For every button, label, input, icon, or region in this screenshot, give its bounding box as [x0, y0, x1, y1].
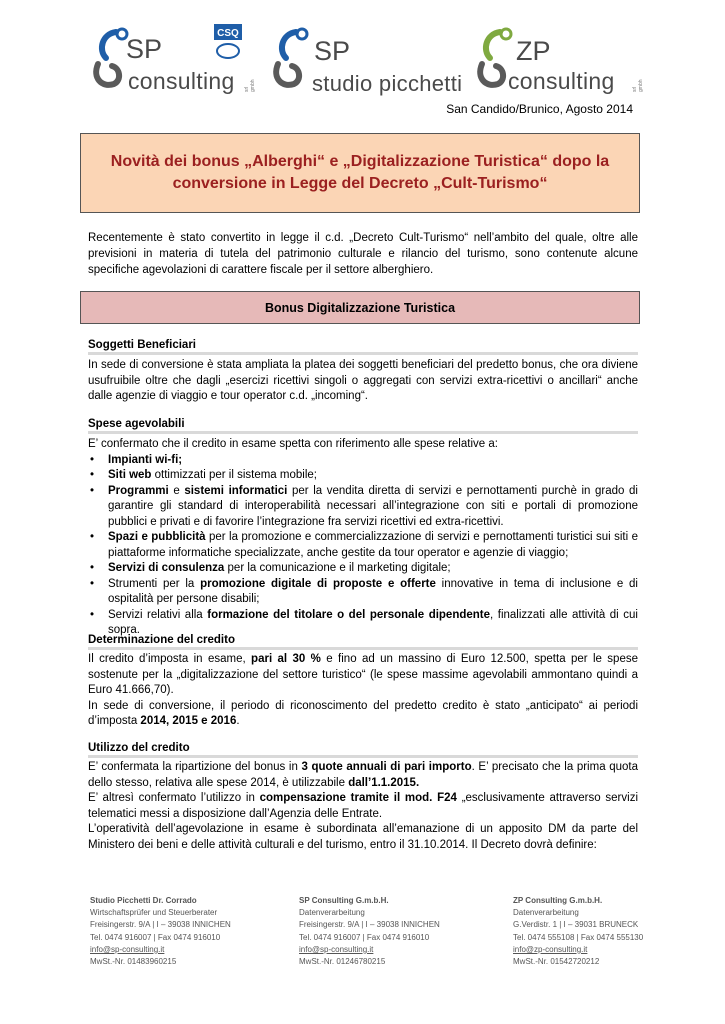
item-bold: Spazi e pubblicità: [108, 531, 206, 543]
footer-email-link[interactable]: info@sp-consulting.it: [299, 944, 374, 954]
item-bold: promozione digitale di proposte e offerte: [200, 577, 436, 590]
list-item: [88, 561, 638, 577]
item-text: e: [168, 484, 185, 497]
footer-email-link[interactable]: info@zp-consulting.it: [513, 944, 588, 954]
item-bold: Servizi di consulenza: [108, 562, 225, 574]
bold-run: compensazione tramite il mod. F24: [259, 792, 457, 804]
list-item: [88, 530, 638, 561]
list-item: [88, 453, 638, 469]
credito-heading: Determinazione del credito: [88, 634, 638, 650]
text-run: .: [236, 715, 240, 727]
credito-paragraph-1: [88, 652, 638, 699]
item-text: ottimizzati per il sistema mobile;: [151, 469, 317, 481]
text-run: e fino ad un massino di Euro 12.500, spetta per le spese sostenute per la „digitalizzazione del settore turistico“ (le spese massime agevolabili ammontano quindi a Euro 41.666,70).: [88, 653, 638, 696]
csq-label: CSQ: [217, 28, 239, 39]
item-text: per la comunicazione e il marketing digitale;: [224, 562, 451, 574]
item-text: , finalizzati alle attività di cui sopra.: [108, 608, 638, 636]
spese-lead: E’ confermato che il credito in esame spetta con riferimento alle spese relative a:: [88, 438, 498, 450]
csq-certification-icon: [213, 23, 243, 61]
logo-bar: [0, 18, 725, 103]
list-item: [88, 484, 638, 531]
item-bold: Programmi: [108, 484, 169, 497]
utilizzo-paragraph-1: [88, 760, 638, 791]
text-run: E’ confermata la ripartizione del bonus in: [88, 761, 302, 773]
item-text: per la promozione e commercializzazione di servizi e pernottamenti turistici sui siti e piattaforme informatiche specializzate, anche gestite da tour operator e agenzie di viaggio;: [108, 531, 638, 559]
credito-paragraph-2: [88, 699, 638, 730]
credito-block: [88, 652, 638, 730]
footer-phone: Tel. 0474 916007 | Fax 0474 916010: [299, 932, 430, 942]
utilizzo-paragraph-3: L’operatività dell’agevolazione in esame è subordinata all’emanazione di un apposito DM da parte del Ministero dei beni e delle attività culturali e del turismo, entro il 31.10.2014. Il Decreto dovrà definire:: [88, 823, 638, 851]
item-bold: sistemi informatici: [184, 484, 288, 497]
item-bold: Siti web: [108, 469, 152, 481]
footer-address: Freisingerstr. 9/A | I – 39038 INNICHEN: [299, 920, 440, 930]
studio-picchetti-logo: [268, 18, 468, 103]
title-line-1: Novità dei bonus „Alberghi“ e „Digitalizzazione Turistica“ dopo la: [110, 153, 610, 170]
zp-consulting-logo-srl: srl gmbh: [632, 79, 644, 92]
sp-consulting-logo-srl: srl gmbh: [244, 79, 256, 92]
bold-run: 3 quote annuali di pari importo: [301, 761, 472, 773]
footer-company-name: SP Consulting G.m.b.H.: [299, 896, 389, 905]
footer-line: Datenverarbeitung: [513, 908, 579, 918]
text-run: E’ altresì confermato l’utilizzo in: [88, 792, 260, 804]
soggetti-paragraph: In sede di conversione è stata ampliata la platea dei soggetti beneficiari del predetto bonus, che ora diviene usufruibile oltre che dagli „esercizi ricettivi singoli o aggregati con servizi extra-ricettivi o ancillari“ anche dalle agenzie di viaggio e tour operator c.d. „incoming“.: [88, 359, 638, 402]
list-item: [88, 468, 638, 484]
footer-column-studio-picchetti: [90, 895, 231, 968]
document-title: [110, 151, 610, 195]
item-text: Strumenti per la: [108, 577, 201, 590]
footer-vat: MwSt.-Nr. 01246780215: [299, 957, 386, 967]
title-box: [80, 133, 640, 213]
text-run: . E’ precisato che la prima quota dello stesso, relativa alle spese 2014, è utilizzabile: [88, 761, 638, 789]
zp-consulting-logo-consulting: consulting: [508, 68, 615, 94]
title-line-2: conversione in Legge del Decreto „Cult-Turismo“: [172, 175, 548, 192]
spese-list: [88, 453, 638, 639]
sp-consulting-logo-consulting: consulting: [128, 68, 235, 94]
spese-block: [88, 437, 638, 639]
spese-heading: Spese agevolabili: [88, 418, 638, 434]
footer-line: Datenverarbeitung: [299, 908, 365, 918]
text-run: „esclusivamente attraverso servizi telematici messi a disposizione dall’Agenzia delle Entrate.: [88, 792, 638, 820]
utilizzo-heading: Utilizzo del credito: [88, 742, 638, 758]
utilizzo-paragraph-2: [88, 791, 638, 822]
footer-column-sp-consulting: [299, 895, 440, 968]
footer-company-name: Studio Picchetti Dr. Corrado: [90, 896, 197, 905]
item-bold: Impianti wi-fi;: [108, 453, 183, 466]
footer-company-name: ZP Consulting G.m.b.H.: [513, 896, 603, 905]
footer-address: Freisingerstr. 9/A | I – 39038 INNICHEN: [90, 920, 231, 930]
bold-run: pari al 30 %: [251, 653, 321, 665]
footer-line: Wirtschaftsprüfer und Steuerberater: [90, 908, 218, 918]
sp-consulting-logo-sp: SP: [126, 34, 163, 64]
footer-phone: Tel. 0474 555108 | Fax 0474 555130: [513, 932, 644, 942]
footer-column-zp-consulting: [513, 895, 643, 968]
footer-email-link[interactable]: info@sp-consulting.it: [90, 944, 165, 954]
text-run: In sede di conversione, il periodo di riconoscimento del predetto credito è stato „anticipato“ ai periodi d’imposta: [88, 699, 638, 727]
footer-address: G.Verdistr. 1 | I – 39031 BRUNECK: [513, 920, 639, 930]
studio-picchetti-logo-sp: SP: [314, 36, 351, 66]
document-date: San Candido/Brunico, Agosto 2014: [446, 102, 633, 116]
list-item: [88, 577, 638, 608]
zp-consulting-logo: [472, 18, 644, 103]
item-text: per la vendita diretta di servizi e pernottamenti purchè in grado di garantire gli standard di interoperabilità necessari all’integrazione con siti e portali di promozione pubblici e privati e di favorire l’integrazione fra servizi ricettivi ed extra-ricettivi.: [108, 484, 638, 528]
intro-paragraph: Recentemente è stato convertito in legge il c.d. „Decreto Cult-Turismo“ nell’ambito del quale, oltre alle previsioni in materia di tutela del patrimonio culturale e rilancio del turismo, sono contenute alcune specifiche agevolazioni di carattere fiscale per il settore alberghiero.: [88, 232, 638, 276]
item-text: Servizi relativi alla: [108, 608, 208, 621]
item-bold: formazione del titolare o del personale dipendente: [207, 608, 491, 621]
utilizzo-block: [88, 760, 638, 853]
footer-phone: Tel. 0474 916007 | Fax 0474 916010: [90, 932, 221, 942]
soggetti-heading: Soggetti Beneficiari: [88, 339, 638, 355]
bold-run: 2014, 2015 e 2016: [140, 715, 237, 727]
bold-run: dall’1.1.2015.: [348, 776, 420, 789]
zp-consulting-logo-zp: ZP: [516, 36, 551, 66]
item-text: innovative in tema di inclusione e di ospitalità per persone disabili;: [108, 577, 638, 605]
footer-vat: MwSt.-Nr. 01483960215: [90, 957, 177, 967]
section-title-box: Bonus Digitalizzazione Turistica: [80, 291, 640, 324]
footer-vat: MwSt.-Nr. 01542720212: [513, 957, 600, 967]
studio-picchetti-logo-text: studio picchetti: [312, 71, 463, 96]
text-run: Il credito d’imposta in esame,: [88, 653, 252, 665]
